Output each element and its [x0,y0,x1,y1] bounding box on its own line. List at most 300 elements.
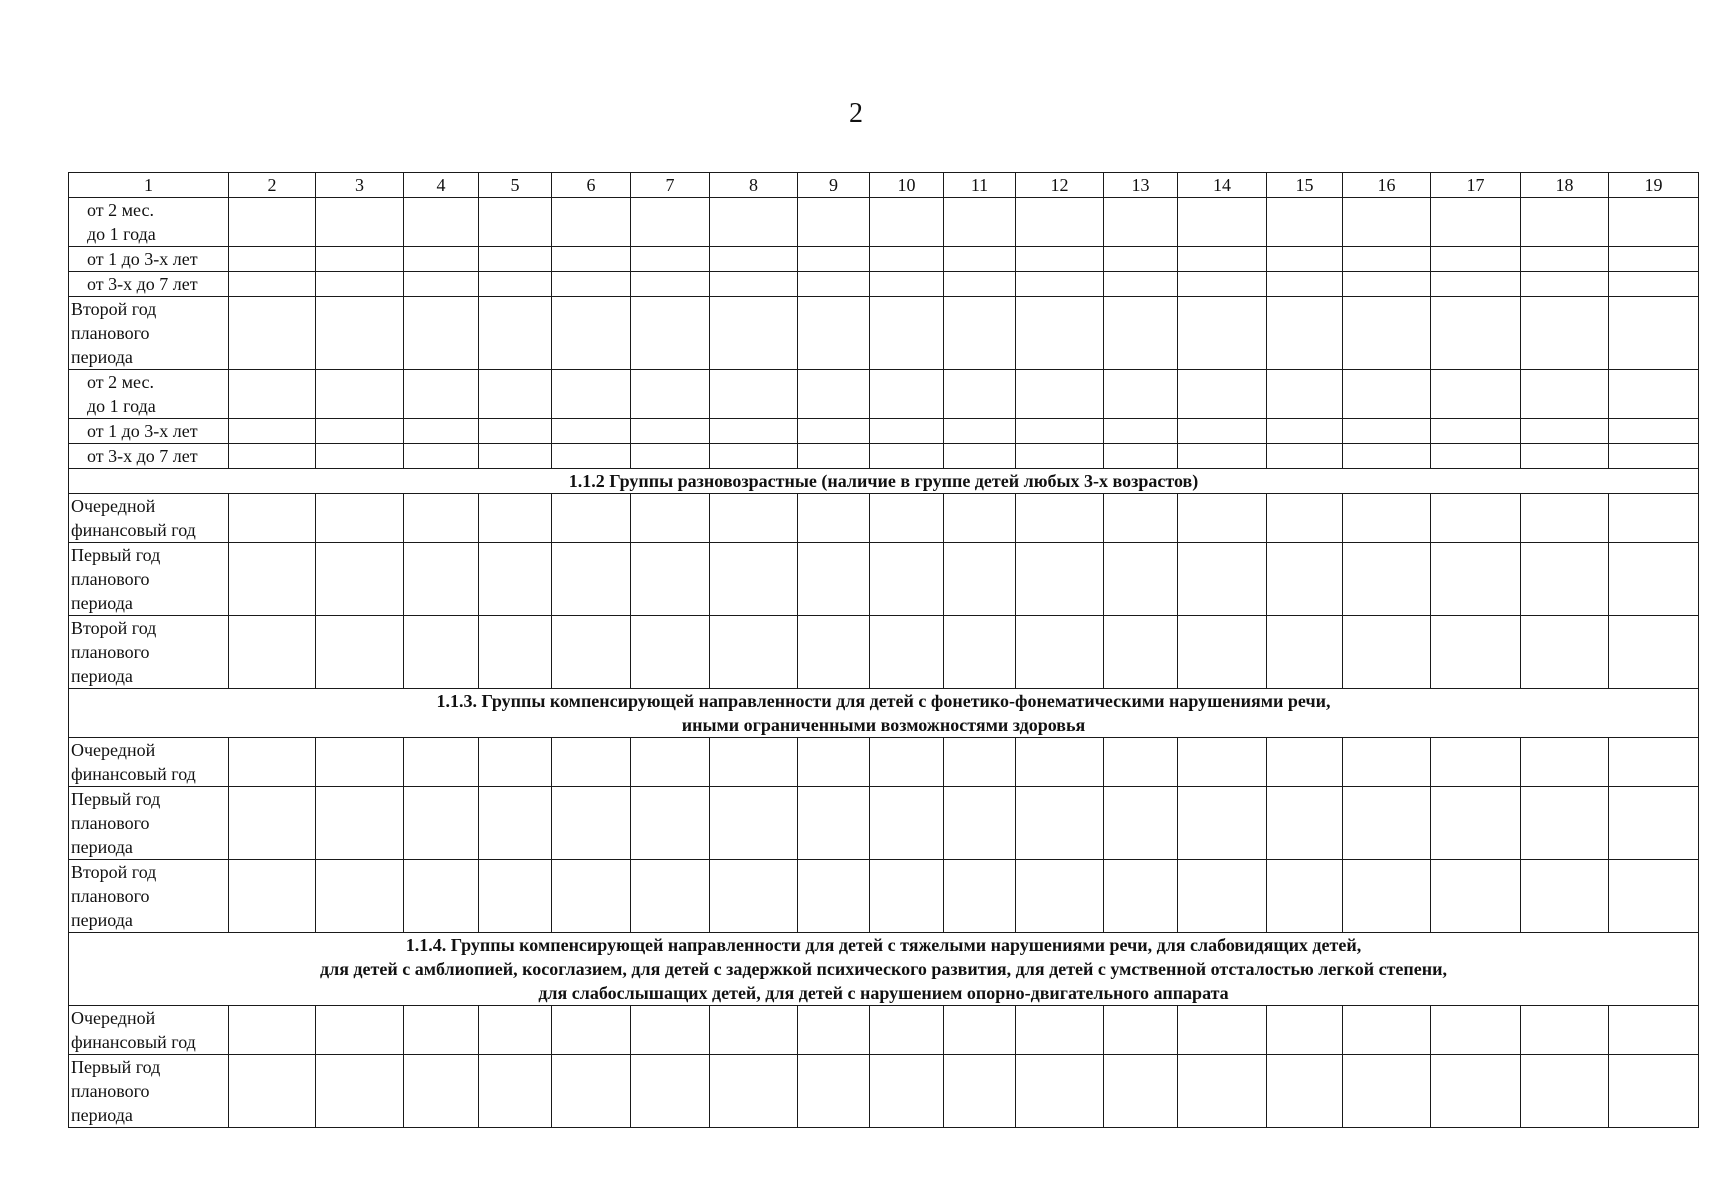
table-cell [798,1006,870,1055]
table-cell [229,860,316,933]
row-label: Первый год планового периода [69,787,229,860]
table-cell [870,494,944,543]
table-cell [1267,444,1343,469]
table-row [69,272,1699,297]
table-cell [944,616,1016,689]
table-cell [1609,272,1699,297]
column-number: 6 [552,173,631,198]
table-cell [710,1055,798,1128]
table-cell [1016,297,1104,370]
table-cell [631,198,710,247]
table-cell [316,247,404,272]
table-cell [404,787,479,860]
column-number: 2 [229,173,316,198]
table-cell [479,297,552,370]
table-cell [631,370,710,419]
table-cell [1521,1006,1609,1055]
table-cell [1267,297,1343,370]
table-cell [944,860,1016,933]
table-cell [798,370,870,419]
table-cell [404,738,479,787]
table-row [69,860,1699,933]
table-cell [1521,370,1609,419]
table-cell [1104,272,1178,297]
table-cell [1267,198,1343,247]
table-cell [404,494,479,543]
table-cell [1016,1055,1104,1128]
table-cell [870,738,944,787]
table-cell [316,738,404,787]
row-label: от 1 до 3-х лет [69,247,229,272]
table-cell [479,370,552,419]
table-cell [710,616,798,689]
table-cell [316,370,404,419]
table-cell [710,494,798,543]
table-cell [870,543,944,616]
table-cell [870,787,944,860]
table-cell [1016,543,1104,616]
column-number: 5 [479,173,552,198]
table-cell [1267,272,1343,297]
table-cell [944,247,1016,272]
table-cell [229,444,316,469]
column-number: 3 [316,173,404,198]
table-cell [479,247,552,272]
table-cell [316,787,404,860]
table-cell [479,787,552,860]
section-row [69,689,1699,738]
table-cell [798,494,870,543]
table-cell [404,860,479,933]
table-cell [1343,1055,1431,1128]
table-cell [1267,787,1343,860]
table-cell [1431,247,1521,272]
table-row [69,198,1699,247]
table-cell [1609,738,1699,787]
table-cell [1431,297,1521,370]
table-cell [1104,543,1178,616]
table-cell [1104,860,1178,933]
table-cell [870,616,944,689]
table-row [69,787,1699,860]
table-cell [316,198,404,247]
table-cell [1267,543,1343,616]
table-cell [1343,1006,1431,1055]
table-cell [1104,297,1178,370]
table-cell [631,860,710,933]
table-cell [1016,787,1104,860]
table-cell [1016,1006,1104,1055]
table-cell [1178,860,1267,933]
table-cell [552,738,631,787]
table-row [69,297,1699,370]
table-cell [552,198,631,247]
table-cell [1104,419,1178,444]
table-cell [1609,787,1699,860]
table-cell [1016,616,1104,689]
table-cell [552,419,631,444]
table-cell [944,370,1016,419]
table-cell [1267,738,1343,787]
table-cell [1521,198,1609,247]
column-number: 12 [1016,173,1104,198]
table-cell [1104,616,1178,689]
table-cell [1016,247,1104,272]
table-cell [631,738,710,787]
table-cell [1431,272,1521,297]
table-cell [552,616,631,689]
column-number-row [69,173,1699,198]
column-number: 18 [1521,173,1609,198]
table-cell [710,297,798,370]
table-cell [631,419,710,444]
table-cell [1343,297,1431,370]
table-cell [944,272,1016,297]
table-cell [229,616,316,689]
row-label: Первый год планового периода [69,543,229,616]
table-cell [479,860,552,933]
table-cell [1343,247,1431,272]
table-cell [316,543,404,616]
table-cell [944,198,1016,247]
table-cell [870,419,944,444]
table-row [69,419,1699,444]
row-label: от 2 мес. до 1 года [69,370,229,419]
table-cell [1016,419,1104,444]
table-cell [798,1055,870,1128]
table-row [69,738,1699,787]
table-cell [316,616,404,689]
table-cell [1267,494,1343,543]
column-number: 13 [1104,173,1178,198]
row-label: Очередной финансовый год [69,494,229,543]
table-cell [1104,370,1178,419]
table-cell [1178,787,1267,860]
row-label: Второй год планового периода [69,297,229,370]
table-cell [1016,272,1104,297]
column-number: 9 [798,173,870,198]
table-cell [870,444,944,469]
table-cell [1609,370,1699,419]
table-cell [1431,543,1521,616]
table-row [69,1055,1699,1128]
table-cell [1343,738,1431,787]
column-number: 11 [944,173,1016,198]
table-cell [1521,787,1609,860]
table-cell [1431,787,1521,860]
table-cell [316,419,404,444]
table-cell [404,272,479,297]
table-cell [944,444,1016,469]
table-cell [1178,198,1267,247]
table-cell [631,1006,710,1055]
table-cell [1343,616,1431,689]
table-cell [229,543,316,616]
table-cell [316,444,404,469]
table-cell [1267,860,1343,933]
table-cell [552,272,631,297]
table-cell [870,1006,944,1055]
table-cell [631,494,710,543]
table-cell [1104,738,1178,787]
table-cell [479,272,552,297]
table-cell [229,1006,316,1055]
table-cell [1609,1006,1699,1055]
table-cell [1521,444,1609,469]
table-cell [944,419,1016,444]
table-cell [798,419,870,444]
column-number: 8 [710,173,798,198]
table-cell [710,198,798,247]
table-cell [1343,444,1431,469]
table-cell [944,1055,1016,1128]
table-cell [631,787,710,860]
table-cell [1267,247,1343,272]
section-row [69,933,1699,1006]
table-cell [1343,860,1431,933]
table-cell [1431,1006,1521,1055]
table-cell [710,247,798,272]
row-label: от 3-х до 7 лет [69,272,229,297]
table-cell [404,247,479,272]
table-cell [1104,247,1178,272]
table-cell [1431,419,1521,444]
table-cell [479,494,552,543]
table-cell [1431,738,1521,787]
column-number: 19 [1609,173,1699,198]
table-cell [1431,1055,1521,1128]
table-cell [798,247,870,272]
row-label: Второй год планового периода [69,616,229,689]
table-cell [316,494,404,543]
table-cell [1521,297,1609,370]
table-cell [944,1006,1016,1055]
table-cell [552,1055,631,1128]
table-cell [1431,494,1521,543]
table-row [69,247,1699,272]
table-cell [552,370,631,419]
table-cell [710,787,798,860]
table-cell [631,1055,710,1128]
table-cell [1178,543,1267,616]
table-cell [710,738,798,787]
table-cell [944,494,1016,543]
table-cell [229,738,316,787]
column-number: 1 [69,173,229,198]
table-cell [1016,198,1104,247]
table-row [69,543,1699,616]
table-cell [404,198,479,247]
table-cell [479,444,552,469]
table-cell [1521,419,1609,444]
table-cell [1178,297,1267,370]
table-cell [404,1055,479,1128]
section-heading: 1.1.2 Группы разновозрастные (наличие в группе детей любых 3-х возрастов) [69,469,1699,494]
column-number: 15 [1267,173,1343,198]
table-cell [1016,860,1104,933]
table-cell [1178,247,1267,272]
column-number: 16 [1343,173,1431,198]
table-cell [944,787,1016,860]
table-cell [798,198,870,247]
table-row [69,444,1699,469]
table-cell [229,787,316,860]
table-cell [870,1055,944,1128]
table-cell [1178,1006,1267,1055]
table-cell [631,297,710,370]
table-cell [479,616,552,689]
table-cell [798,860,870,933]
row-label: Второй год планового периода [69,860,229,933]
table-cell [1609,198,1699,247]
table-cell [870,370,944,419]
table-cell [1431,616,1521,689]
table-cell [1016,444,1104,469]
table-cell [631,444,710,469]
table-cell [479,1006,552,1055]
table-cell [316,1006,404,1055]
table-cell [1267,419,1343,444]
table-cell [631,247,710,272]
table-row [69,370,1699,419]
table-cell [479,1055,552,1128]
table-cell [1521,1055,1609,1128]
column-number: 14 [1178,173,1267,198]
table-cell [798,444,870,469]
table-cell [798,297,870,370]
table-cell [944,738,1016,787]
table-cell [229,247,316,272]
table-cell [1521,494,1609,543]
table-cell [1521,272,1609,297]
table-cell [1267,1006,1343,1055]
table-cell [1609,419,1699,444]
table-cell [479,419,552,444]
table-cell [1178,444,1267,469]
table-cell [552,860,631,933]
table-cell [1521,247,1609,272]
table-cell [1609,1055,1699,1128]
table-cell [404,543,479,616]
table-cell [1609,247,1699,272]
table-cell [798,787,870,860]
row-label: от 3-х до 7 лет [69,444,229,469]
table-cell [1521,860,1609,933]
table-cell [1104,198,1178,247]
table-cell [552,543,631,616]
table-cell [1609,616,1699,689]
table-cell [316,1055,404,1128]
table-cell [631,616,710,689]
table-cell [1431,444,1521,469]
table-cell [229,1055,316,1128]
table-cell [1104,444,1178,469]
table-cell [479,198,552,247]
table-cell [710,444,798,469]
table-cell [316,297,404,370]
column-number: 17 [1431,173,1521,198]
table-cell [944,543,1016,616]
table-cell [1343,419,1431,444]
table-cell [710,860,798,933]
table-row [69,616,1699,689]
table-row [69,494,1699,543]
table-cell [798,616,870,689]
table-cell [1016,370,1104,419]
table-cell [229,494,316,543]
row-label: от 1 до 3-х лет [69,419,229,444]
table-cell [1267,616,1343,689]
table-cell [944,297,1016,370]
table-cell [1609,297,1699,370]
row-label: от 2 мес. до 1 года [69,198,229,247]
table-cell [1104,787,1178,860]
column-number: 4 [404,173,479,198]
table-cell [1431,198,1521,247]
table-cell [1178,272,1267,297]
table-cell [1521,543,1609,616]
table-cell [870,272,944,297]
table-cell [552,297,631,370]
table-cell [479,543,552,616]
table-cell [1343,787,1431,860]
table-cell [552,494,631,543]
table-cell [631,543,710,616]
table-cell [1016,738,1104,787]
table-cell [404,616,479,689]
table-cell [479,738,552,787]
table-cell [552,1006,631,1055]
table-cell [404,297,479,370]
table-cell [1609,494,1699,543]
column-number: 7 [631,173,710,198]
table-cell [1343,494,1431,543]
table-cell [404,444,479,469]
table-cell [229,297,316,370]
table-cell [870,297,944,370]
table-cell [798,738,870,787]
table-cell [229,370,316,419]
table-cell [798,272,870,297]
table-cell [870,247,944,272]
table-cell [552,787,631,860]
table-cell [870,860,944,933]
table-cell [1267,1055,1343,1128]
table-cell [1343,370,1431,419]
table-cell [1178,494,1267,543]
table-cell [1609,444,1699,469]
table-cell [552,444,631,469]
table-cell [1521,616,1609,689]
table-cell [1609,860,1699,933]
table-cell [404,1006,479,1055]
column-number: 10 [870,173,944,198]
table-cell [1178,616,1267,689]
table-cell [1104,1055,1178,1128]
table-cell [229,419,316,444]
table-cell [316,860,404,933]
table-cell [1104,494,1178,543]
table-cell [1178,738,1267,787]
section-heading: 1.1.3. Группы компенсирующей направленности для детей с фонетико-фонематическими нарушениями речи, иными ограниченными возможностями здоровья [69,689,1699,738]
table-cell [552,247,631,272]
table-cell [710,419,798,444]
table-cell [710,1006,798,1055]
table-cell [229,272,316,297]
data-table [68,172,1699,1128]
table-cell [631,272,710,297]
table-cell [1431,860,1521,933]
